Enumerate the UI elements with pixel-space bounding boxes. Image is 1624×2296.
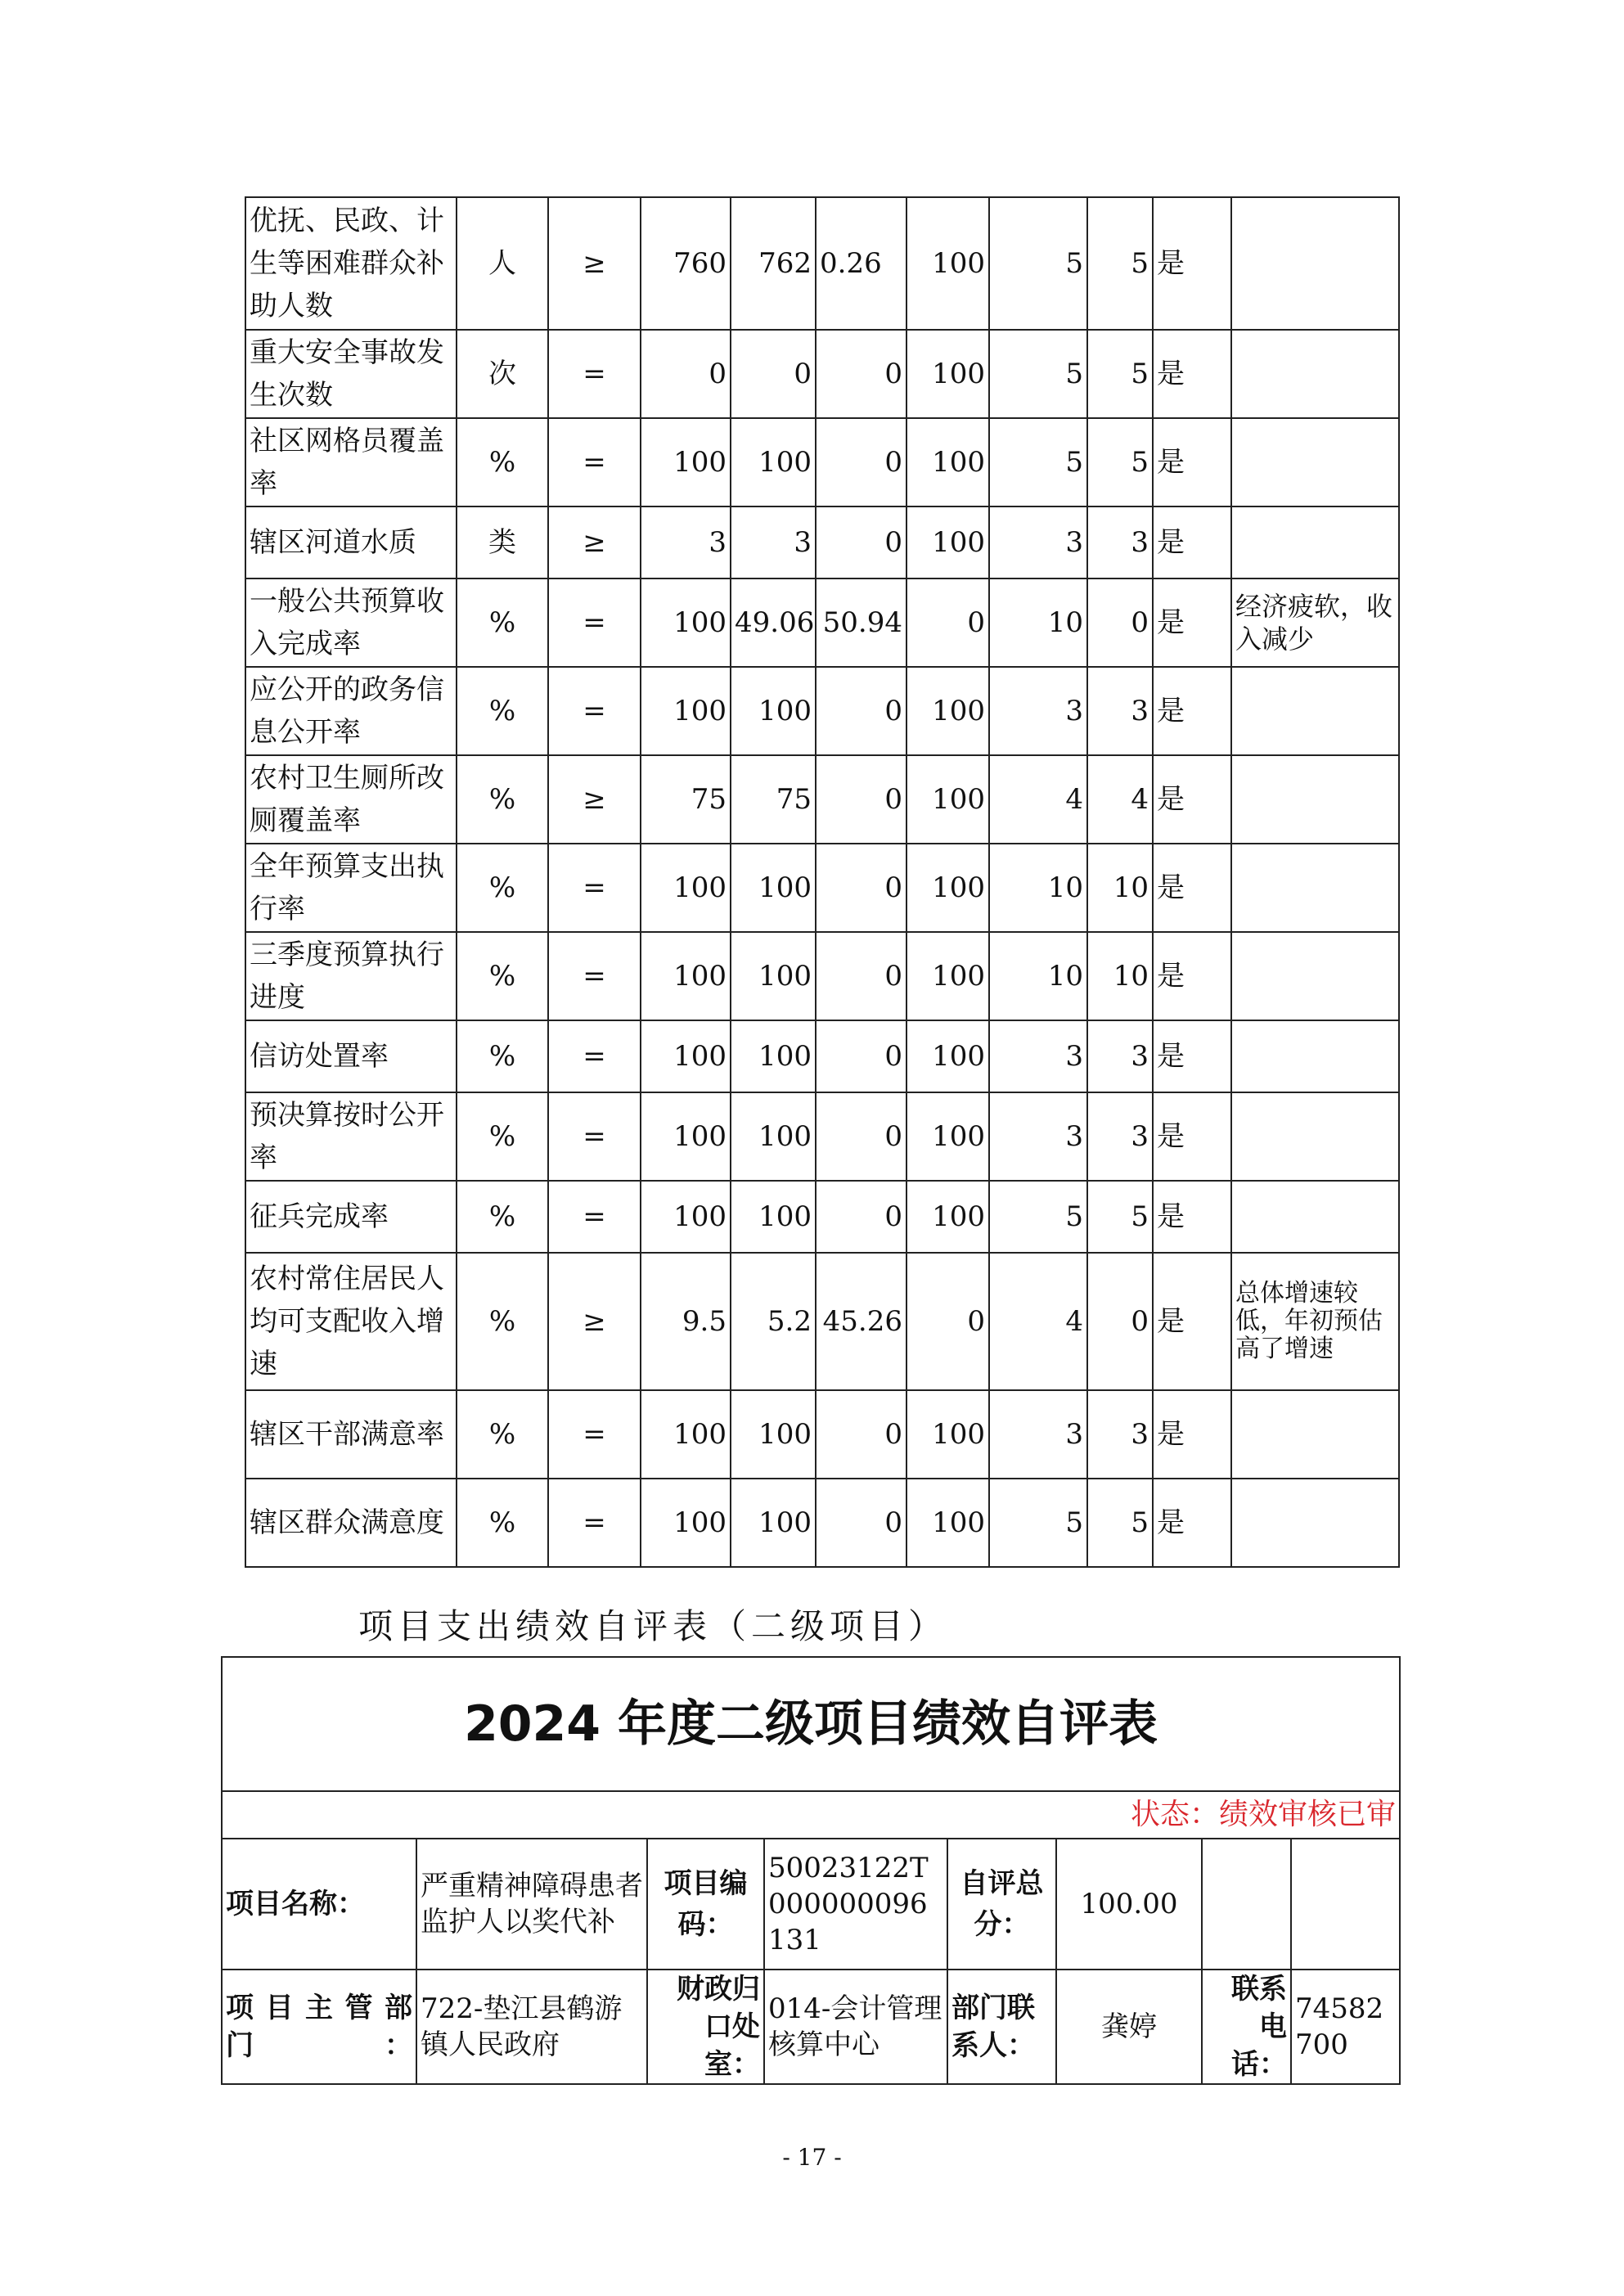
completed-cell: 是: [1153, 330, 1231, 418]
deviation-cell: 0: [816, 330, 906, 418]
weight-cell: 4: [989, 755, 1087, 844]
deviation-cell: 0: [816, 1390, 906, 1479]
deviation-note-cell: [1231, 1092, 1399, 1181]
weight-cell: 5: [989, 197, 1087, 330]
score-percent-cell: 0: [906, 579, 989, 667]
score-cell: 0: [1087, 1253, 1153, 1390]
operator-cell: =: [548, 844, 641, 932]
operator-cell: =: [548, 418, 641, 506]
deviation-note-cell: [1231, 844, 1399, 932]
deviation-cell: 0: [816, 1181, 906, 1253]
deviation-cell: 0: [816, 667, 906, 755]
table-row: [245, 1390, 1399, 1479]
deviation-note-cell: [1231, 197, 1399, 330]
operator-cell: =: [548, 1181, 641, 1253]
metric-name-cell: 辖区干部满意率: [245, 1390, 457, 1479]
operator-cell: =: [548, 1390, 641, 1479]
weight-cell: 10: [989, 844, 1087, 932]
metric-name-cell: 全年预算支出执行率: [245, 844, 457, 932]
metric-name-cell: 农村卫生厕所改厕覆盖率: [245, 755, 457, 844]
metric-name-cell: 社区网格员覆盖率: [245, 418, 457, 506]
empty-cell: [1291, 1839, 1400, 1970]
target-value-cell: 100: [641, 1390, 731, 1479]
completed-cell: 是: [1153, 844, 1231, 932]
deviation-note-cell: [1231, 667, 1399, 755]
unit-cell: %: [457, 667, 548, 755]
deviation-cell: 0: [816, 1479, 906, 1567]
deviation-note-cell: [1231, 1390, 1399, 1479]
target-value-cell: 9.5: [641, 1253, 731, 1390]
unit-cell: 人: [457, 197, 548, 330]
metric-name-cell: 重大安全事故发生次数: [245, 330, 457, 418]
metric-name-cell: 农村常住居民人均可支配收入增速: [245, 1253, 457, 1390]
score-cell: 4: [1087, 755, 1153, 844]
score-percent-cell: 100: [906, 506, 989, 579]
metric-name-cell: 优抚、民政、计生等困难群众补助人数: [245, 197, 457, 330]
actual-value-cell: 100: [731, 1479, 816, 1567]
completed-cell: 是: [1153, 1479, 1231, 1567]
unit-cell: 次: [457, 330, 548, 418]
dept-value: 722-垫江县鹤游镇人民政府: [416, 1970, 647, 2084]
self-score-value: 100.00: [1056, 1839, 1202, 1970]
metric-name-cell: 信访处置率: [245, 1020, 457, 1092]
self-score-label: 自评总分：: [947, 1839, 1056, 1970]
actual-value-cell: 100: [731, 1390, 816, 1479]
deviation-cell: 0: [816, 1092, 906, 1181]
score-cell: 3: [1087, 667, 1153, 755]
weight-cell: 10: [989, 932, 1087, 1020]
deviation-note-cell: [1231, 1020, 1399, 1092]
target-value-cell: 75: [641, 755, 731, 844]
score-percent-cell: 100: [906, 1390, 989, 1479]
deviation-cell: 0.26: [816, 197, 906, 330]
deviation-cell: 0: [816, 418, 906, 506]
project-self-evaluation-table: [221, 1656, 1401, 2085]
target-value-cell: 0: [641, 330, 731, 418]
completed-cell: 是: [1153, 1253, 1231, 1390]
operator-cell: =: [548, 1092, 641, 1181]
deviation-cell: 45.26: [816, 1253, 906, 1390]
target-value-cell: 100: [641, 1092, 731, 1181]
completed-cell: 是: [1153, 1390, 1231, 1479]
score-percent-cell: 100: [906, 844, 989, 932]
contact-person-value: 龚婷: [1056, 1970, 1202, 2084]
weight-cell: 3: [989, 1092, 1087, 1181]
table-row: [245, 1020, 1399, 1092]
empty-cell: [1202, 1839, 1291, 1970]
deviation-cell: 0: [816, 755, 906, 844]
score-cell: 5: [1087, 1479, 1153, 1567]
table-row: [245, 1253, 1399, 1390]
operator-cell: =: [548, 1020, 641, 1092]
completed-cell: 是: [1153, 1181, 1231, 1253]
table-row: [245, 579, 1399, 667]
actual-value-cell: 762: [731, 197, 816, 330]
target-value-cell: 100: [641, 932, 731, 1020]
score-cell: 3: [1087, 1020, 1153, 1092]
completed-cell: 是: [1153, 1020, 1231, 1092]
weight-cell: 3: [989, 667, 1087, 755]
finance-office-label: 财政归口处室：: [647, 1970, 764, 2084]
unit-cell: %: [457, 844, 548, 932]
unit-cell: %: [457, 1390, 548, 1479]
table-row: [245, 418, 1399, 506]
actual-value-cell: 100: [731, 1092, 816, 1181]
score-percent-cell: 100: [906, 197, 989, 330]
operator-cell: =: [548, 330, 641, 418]
dept-label: 项目主管部门：: [222, 1970, 416, 2084]
table-row: [245, 667, 1399, 755]
score-percent-cell: 100: [906, 667, 989, 755]
phone-value: 74582700: [1291, 1970, 1400, 2084]
target-value-cell: 100: [641, 1479, 731, 1567]
deviation-note-cell: [1231, 755, 1399, 844]
score-percent-cell: 100: [906, 932, 989, 1020]
target-value-cell: 100: [641, 667, 731, 755]
operator-cell: =: [548, 932, 641, 1020]
score-percent-cell: 100: [906, 1092, 989, 1181]
deviation-note-cell: 经济疲软，收入减少: [1231, 579, 1399, 667]
score-cell: 3: [1087, 506, 1153, 579]
deviation-cell: 0: [816, 932, 906, 1020]
completed-cell: 是: [1153, 506, 1231, 579]
table-row: [245, 197, 1399, 330]
completed-cell: 是: [1153, 755, 1231, 844]
score-cell: 10: [1087, 844, 1153, 932]
score-percent-cell: 100: [906, 1020, 989, 1092]
score-percent-cell: 100: [906, 330, 989, 418]
deviation-note-cell: [1231, 1479, 1399, 1567]
metric-name-cell: 一般公共预算收入完成率: [245, 579, 457, 667]
table-row: [245, 506, 1399, 579]
metric-name-cell: 辖区群众满意度: [245, 1479, 457, 1567]
unit-cell: %: [457, 579, 548, 667]
project-name-label: 项目名称：: [222, 1839, 416, 1970]
completed-cell: 是: [1153, 667, 1231, 755]
unit-cell: %: [457, 1092, 548, 1181]
score-cell: 5: [1087, 1181, 1153, 1253]
project-code-label: 项目编码：: [647, 1839, 764, 1970]
actual-value-cell: 100: [731, 418, 816, 506]
project-code-value: 50023122T000000096131: [764, 1839, 947, 1970]
table-row: [245, 330, 1399, 418]
operator-cell: ≥: [548, 197, 641, 330]
score-cell: 5: [1087, 197, 1153, 330]
operator-cell: ≥: [548, 1253, 641, 1390]
contact-person-label: 部门联系人：: [947, 1970, 1056, 2084]
deviation-note-cell: [1231, 1181, 1399, 1253]
metric-name-cell: 预决算按时公开率: [245, 1092, 457, 1181]
score-percent-cell: 0: [906, 1253, 989, 1390]
deviation-cell: 50.94: [816, 579, 906, 667]
score-percent-cell: 100: [906, 418, 989, 506]
unit-cell: 类: [457, 506, 548, 579]
unit-cell: %: [457, 932, 548, 1020]
deviation-cell: 0: [816, 844, 906, 932]
table-row: [245, 844, 1399, 932]
table-row: [245, 1479, 1399, 1567]
operator-cell: =: [548, 1479, 641, 1567]
weight-cell: 3: [989, 506, 1087, 579]
score-cell: 3: [1087, 1092, 1153, 1181]
table-row: [245, 1181, 1399, 1253]
target-value-cell: 100: [641, 1020, 731, 1092]
completed-cell: 是: [1153, 932, 1231, 1020]
deviation-cell: 0: [816, 1020, 906, 1092]
weight-cell: 3: [989, 1390, 1087, 1479]
actual-value-cell: 100: [731, 932, 816, 1020]
target-value-cell: 100: [641, 844, 731, 932]
unit-cell: %: [457, 418, 548, 506]
project-table-title: 2024 年度二级项目绩效自评表: [222, 1657, 1400, 1791]
score-percent-cell: 100: [906, 1479, 989, 1567]
completed-cell: 是: [1153, 1092, 1231, 1181]
score-cell: 10: [1087, 932, 1153, 1020]
score-cell: 5: [1087, 330, 1153, 418]
target-value-cell: 100: [641, 579, 731, 667]
metric-name-cell: 征兵完成率: [245, 1181, 457, 1253]
actual-value-cell: 0: [731, 330, 816, 418]
table-row: [245, 932, 1399, 1020]
metric-name-cell: 辖区河道水质: [245, 506, 457, 579]
completed-cell: 是: [1153, 579, 1231, 667]
phone-label: 联系电话：: [1202, 1970, 1291, 2084]
actual-value-cell: 49.06: [731, 579, 816, 667]
project-name-value: 严重精神障碍患者监护人以奖代补: [416, 1839, 647, 1970]
score-cell: 0: [1087, 579, 1153, 667]
unit-cell: %: [457, 1479, 548, 1567]
unit-cell: %: [457, 1253, 548, 1390]
actual-value-cell: 100: [731, 844, 816, 932]
deviation-note-cell: [1231, 932, 1399, 1020]
score-percent-cell: 100: [906, 755, 989, 844]
actual-value-cell: 100: [731, 667, 816, 755]
actual-value-cell: 75: [731, 755, 816, 844]
table-row: [245, 755, 1399, 844]
operator-cell: =: [548, 579, 641, 667]
actual-value-cell: 100: [731, 1181, 816, 1253]
deviation-note-cell: [1231, 418, 1399, 506]
operator-cell: =: [548, 667, 641, 755]
weight-cell: 5: [989, 1479, 1087, 1567]
target-value-cell: 100: [641, 418, 731, 506]
score-cell: 3: [1087, 1390, 1153, 1479]
score-cell: 5: [1087, 418, 1153, 506]
weight-cell: 10: [989, 579, 1087, 667]
completed-cell: 是: [1153, 418, 1231, 506]
weight-cell: 5: [989, 330, 1087, 418]
target-value-cell: 760: [641, 197, 731, 330]
page-number: - 17 -: [782, 2144, 842, 2171]
target-value-cell: 100: [641, 1181, 731, 1253]
operator-cell: ≥: [548, 506, 641, 579]
weight-cell: 5: [989, 1181, 1087, 1253]
weight-cell: 5: [989, 418, 1087, 506]
actual-value-cell: 100: [731, 1020, 816, 1092]
metric-name-cell: 三季度预算执行进度: [245, 932, 457, 1020]
finance-office-value: 014-会计管理核算中心: [764, 1970, 947, 2084]
actual-value-cell: 3: [731, 506, 816, 579]
weight-cell: 4: [989, 1253, 1087, 1390]
deviation-note-cell: [1231, 330, 1399, 418]
deviation-cell: 0: [816, 506, 906, 579]
unit-cell: %: [457, 1181, 548, 1253]
table-row: [245, 1092, 1399, 1181]
deviation-note-cell: [1231, 506, 1399, 579]
section-caption: 项目支出绩效自评表（二级项目）: [358, 1606, 948, 1646]
completed-cell: 是: [1153, 197, 1231, 330]
weight-cell: 3: [989, 1020, 1087, 1092]
actual-value-cell: 5.2: [731, 1253, 816, 1390]
operator-cell: ≥: [548, 755, 641, 844]
target-value-cell: 3: [641, 506, 731, 579]
audit-status: 状态：绩效审核已审: [222, 1791, 1400, 1839]
unit-cell: %: [457, 1020, 548, 1092]
score-percent-cell: 100: [906, 1181, 989, 1253]
metric-name-cell: 应公开的政务信息公开率: [245, 667, 457, 755]
performance-metrics-table: [245, 196, 1400, 1568]
unit-cell: %: [457, 755, 548, 844]
deviation-note-cell: 总体增速较低，年初预估高了增速: [1231, 1253, 1399, 1390]
